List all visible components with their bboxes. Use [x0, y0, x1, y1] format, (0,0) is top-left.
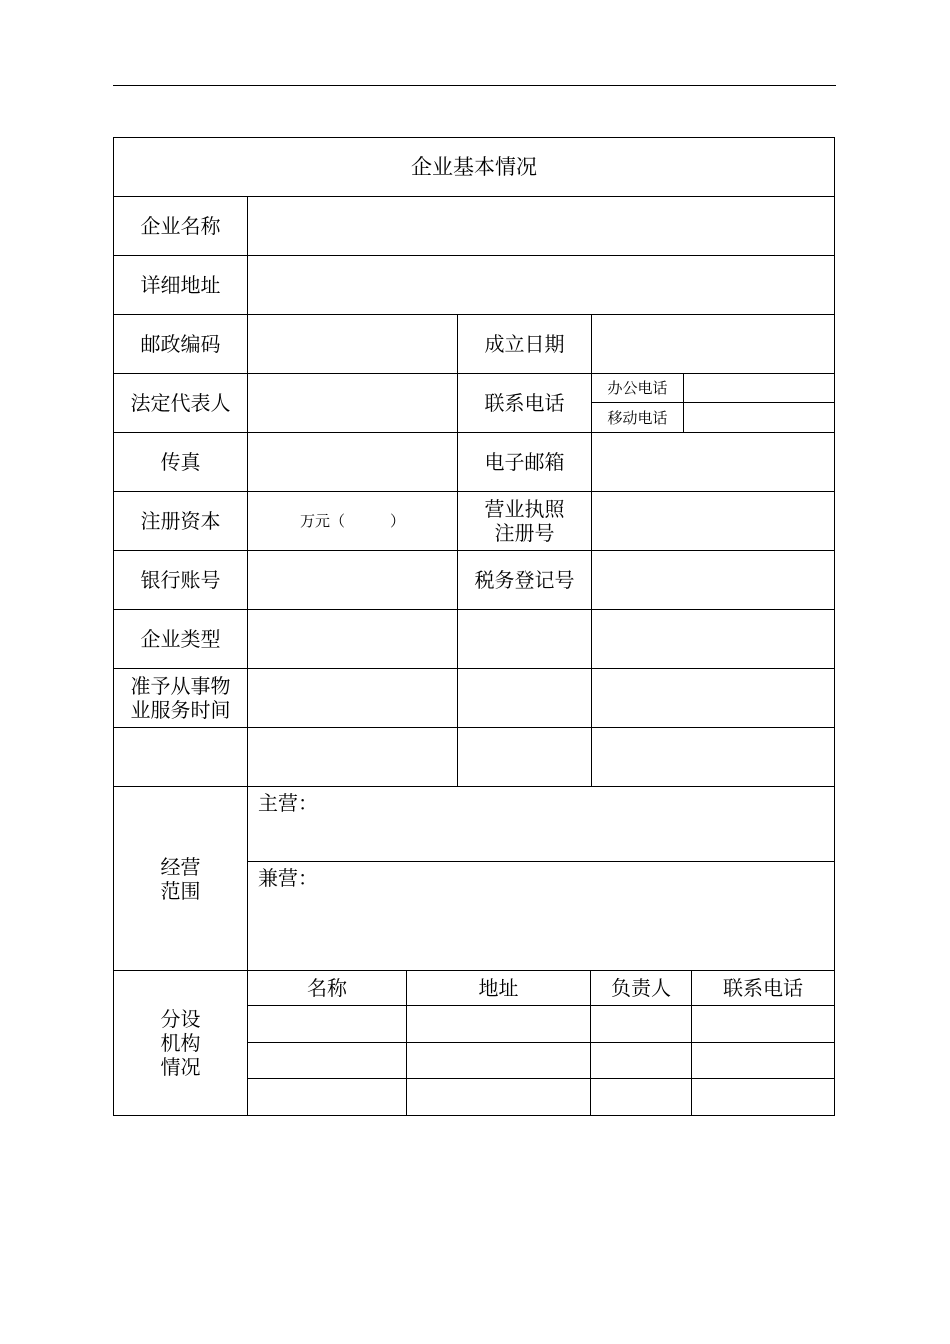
branch-row3-phone[interactable]	[692, 1079, 834, 1115]
branch-header-phone: 联系电话	[692, 971, 834, 1006]
address-label: 详细地址	[114, 256, 248, 315]
license-label	[458, 492, 592, 551]
reg-capital-field[interactable]	[248, 492, 458, 551]
blank-field-1[interactable]	[248, 728, 458, 787]
reg-capital-unit: 万元（ ）	[299, 512, 405, 530]
service-time-label-line1: 准予从事物	[130, 674, 231, 698]
tax-reg-label: 税务登记号	[458, 551, 592, 610]
bank-account-field[interactable]	[248, 551, 458, 610]
contact-phone-label: 联系电话	[458, 374, 592, 433]
branch-row2-address[interactable]	[407, 1043, 591, 1079]
email-field[interactable]	[592, 433, 835, 492]
branch-header-name: 名称	[248, 971, 407, 1006]
business-scope-wrap	[248, 787, 834, 970]
branch-header-manager: 负责人	[591, 971, 692, 1006]
branch-header-address: 地址	[407, 971, 591, 1006]
company-type-field-3[interactable]	[592, 610, 835, 669]
branch-row2-phone[interactable]	[692, 1043, 834, 1079]
email-label: 电子邮箱	[458, 433, 592, 492]
business-scope-cell	[248, 787, 835, 971]
legal-rep-label: 法定代表人	[114, 374, 248, 433]
reg-capital-label: 注册资本	[114, 492, 248, 551]
company-type-field-2[interactable]	[458, 610, 592, 669]
bank-account-label: 银行账号	[114, 551, 248, 610]
branch-row1-manager[interactable]	[591, 1006, 692, 1043]
business-scope-label	[114, 787, 248, 971]
license-label-line2: 注册号	[494, 521, 555, 545]
license-label-line1: 营业执照	[484, 497, 565, 521]
service-time-field-2[interactable]	[458, 669, 592, 728]
branch-row1-name[interactable]	[248, 1006, 407, 1043]
postal-code-field[interactable]	[248, 315, 458, 374]
branch-row1-address[interactable]	[407, 1006, 591, 1043]
company-name-field[interactable]	[248, 197, 835, 256]
contact-phone-cell	[592, 374, 835, 433]
mobile-phone-field[interactable]	[684, 403, 834, 432]
fax-field[interactable]	[248, 433, 458, 492]
mobile-phone-label: 移动电话	[592, 403, 684, 432]
legal-rep-field[interactable]	[248, 374, 458, 433]
founded-date-field[interactable]	[592, 315, 835, 374]
office-phone-field[interactable]	[684, 374, 834, 403]
branch-label	[114, 971, 248, 1116]
form-title: 企业基本情况	[114, 138, 835, 197]
branch-label-line2: 机构	[160, 1031, 201, 1055]
branch-label-line3: 情况	[160, 1055, 201, 1079]
branch-row3-manager[interactable]	[591, 1079, 692, 1115]
side-business-field[interactable]	[248, 862, 834, 970]
main-business-label: 主营：	[258, 791, 318, 815]
phone-grid	[592, 374, 834, 432]
service-time-field-1[interactable]	[248, 669, 458, 728]
branch-row3-name[interactable]	[248, 1079, 407, 1115]
postal-code-label: 邮政编码	[114, 315, 248, 374]
business-scope-label-line2: 范围	[160, 878, 201, 903]
business-scope-label-line1: 经营	[160, 854, 201, 879]
fax-label: 传真	[114, 433, 248, 492]
branch-table-cell	[248, 971, 835, 1116]
branch-row3-address[interactable]	[407, 1079, 591, 1115]
branch-label-line1: 分设	[160, 1007, 201, 1031]
company-info-form	[113, 137, 835, 1116]
blank-label-cell	[114, 728, 248, 787]
service-time-label-line2: 业服务时间	[130, 698, 231, 722]
branch-row1-phone[interactable]	[692, 1006, 834, 1043]
branch-table	[248, 971, 834, 1115]
company-type-label: 企业类型	[114, 610, 248, 669]
header-rule	[113, 85, 836, 86]
office-phone-label: 办公电话	[592, 374, 684, 403]
blank-field-3[interactable]	[592, 728, 835, 787]
founded-date-label: 成立日期	[458, 315, 592, 374]
license-field[interactable]	[592, 492, 835, 551]
tax-reg-field[interactable]	[592, 551, 835, 610]
company-name-label: 企业名称	[114, 197, 248, 256]
service-time-label	[114, 669, 248, 728]
service-time-field-3[interactable]	[592, 669, 835, 728]
branch-row2-manager[interactable]	[591, 1043, 692, 1079]
blank-field-2[interactable]	[458, 728, 592, 787]
side-business-label: 兼营：	[258, 866, 318, 890]
company-type-field-1[interactable]	[248, 610, 458, 669]
main-business-field[interactable]	[248, 787, 834, 862]
branch-row2-name[interactable]	[248, 1043, 407, 1079]
address-field[interactable]	[248, 256, 835, 315]
